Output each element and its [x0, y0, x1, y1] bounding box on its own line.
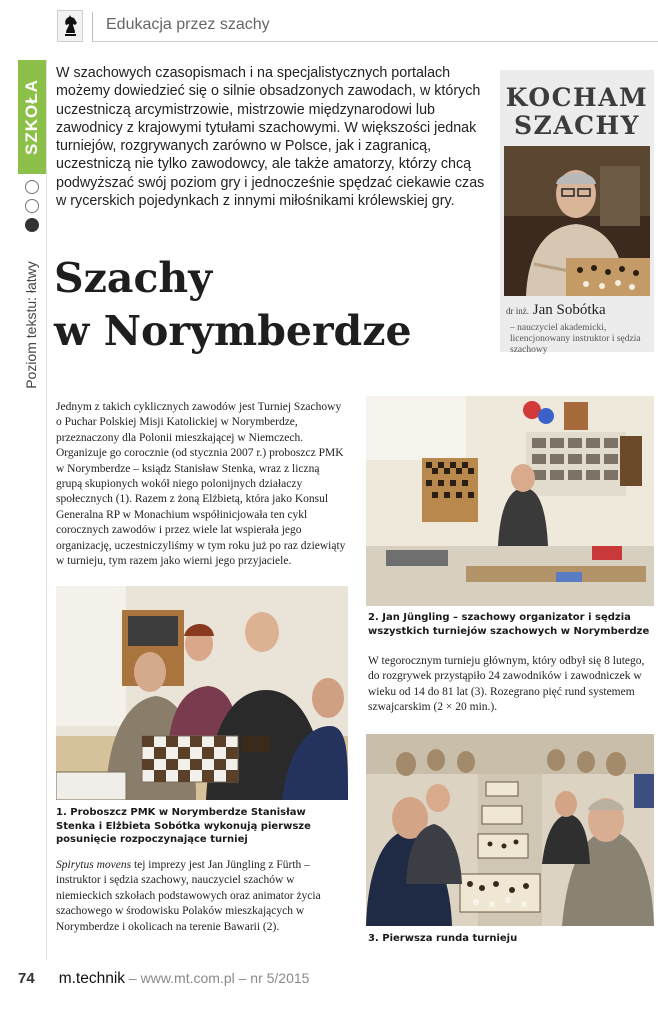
text-level-label: Poziom tekstu: łatwy [23, 261, 39, 389]
headline-line-1: Szachy [54, 254, 213, 302]
level-indicator [24, 180, 40, 240]
magazine-brand: m.technik [58, 970, 126, 987]
category-tab [18, 60, 46, 174]
level-dot-empty-icon [25, 180, 39, 194]
caption-2: 2. Jan Jüngling – szachowy organizator i sędzia wszystkich turniejów szachowych w Norymberdze [368, 612, 650, 637]
author-name-prefix: dr inż. [506, 306, 529, 316]
author-role: – nauczyciel akademicki, licencjonowany instruktor i sędzia szachowy [510, 323, 641, 355]
photo-first-move [56, 586, 348, 800]
level-dot-empty-icon [25, 199, 39, 213]
headline-line-2: w Norymberdze [54, 307, 412, 355]
body-paragraph-1: Jednym z takich cyklicznych zawodów jest Turniej Szachowy o Puchar Polskiej Misji Katolickiej w Norymberdze, przeznaczony dla Polonii mieszkającej w Niemczech. Organizuje go corocznie (od stycznia 2007 r.) proboszcz PMK w Norymberdze – ksiądz Stanisław Stenka, wraz z liczną grupą skupionych wokół niego polonijnych działaczy społecznych (1). Razem z żoną Elżbietą, która jako Konsul Generalna RP w Monachium współinicjowała ten cykl corocznych zawodów i przez wiele lat wspierała jego organizację, uczestniczyliśmy w tym roku już po raz dziewiąty w turnieju, tym razem jako wierni jego przyjaciele. [56, 401, 346, 568]
header-rule [92, 41, 658, 42]
author-name-text: Jan Sobótka [532, 302, 606, 318]
level-dot-filled-icon [25, 218, 39, 232]
lead-paragraph: W szachowych czasopismach i na specjalistycznych portalach możemy dowiedzieć się o silnie obsadzonych zawodach, w których uczestniczą arcymistrzowie, mistrzowie międzynarodowi lub zawodnicy z krajowymi tytułami szachowymi. W większości jednak turniejów, rozgrywanych zarówno w Polsce, jak i zagranicą, uczestniczą nie tylko zawodowcy, ale także amatorzy, którzy chcą podwyższać swój poziom gry i jednocześnie spędzać ciekawie czas w rycerskich pojedynkach z innymi miłośnikami królewskiej gry. [56, 65, 485, 210]
header-divider [92, 12, 93, 42]
author-box-title-line-2: SZACHY [513, 111, 641, 140]
body-paragraph-2 [56, 858, 348, 935]
text-level [18, 250, 44, 400]
page-number: 74 [18, 970, 35, 987]
sidebar-rule [46, 60, 47, 960]
author-name [506, 302, 650, 319]
footer-issue: – www.mt.com.pl – nr 5/2015 [125, 970, 310, 986]
photo-organizer [366, 396, 654, 606]
article-headline [54, 252, 484, 358]
section-title: Edukacja przez szachy [106, 16, 270, 33]
caption-3: 3. Pierwsza runda turnieju [368, 933, 518, 944]
body-paragraph-2-text: tej imprezy jest Jan Jüngling z Fürth – instruktor i sędzia szachowy, nauczyciel szachów w niemieckich szkołach podstawowych oraz animator życia szachowego w środowisku Polaków mieszkających w Norymberdze i okolicach na terenie Bawarii (2). [56, 859, 321, 933]
caption-1: 1. Proboszcz PMK w Norymberdze Stanisław Stenka i Elżbieta Sobótka wykonują pierwsze posunięcie rozpoczynające turniej [56, 807, 311, 845]
author-box [500, 70, 654, 355]
category-label: SZKOŁA [22, 79, 41, 155]
author-box-title [500, 84, 654, 140]
body-paragraph-3: W tegorocznym turnieju głównym, który odbył się 8 lutego, do rozgrywek przystąpiło 24 zawodników i zawodniczek w wieku od 14 do 81 lat (3). Rozegrano pięć rund systemem szwajcarskim (2 × 20 min.). [368, 655, 645, 714]
author-box-title-line-1: KOCHAM [505, 83, 649, 112]
chess-knight-icon [57, 10, 83, 42]
author-photo [504, 146, 650, 296]
page-footer [18, 970, 638, 988]
photo-first-round [366, 734, 654, 926]
latin-phrase: Spirytus movens [56, 859, 132, 871]
